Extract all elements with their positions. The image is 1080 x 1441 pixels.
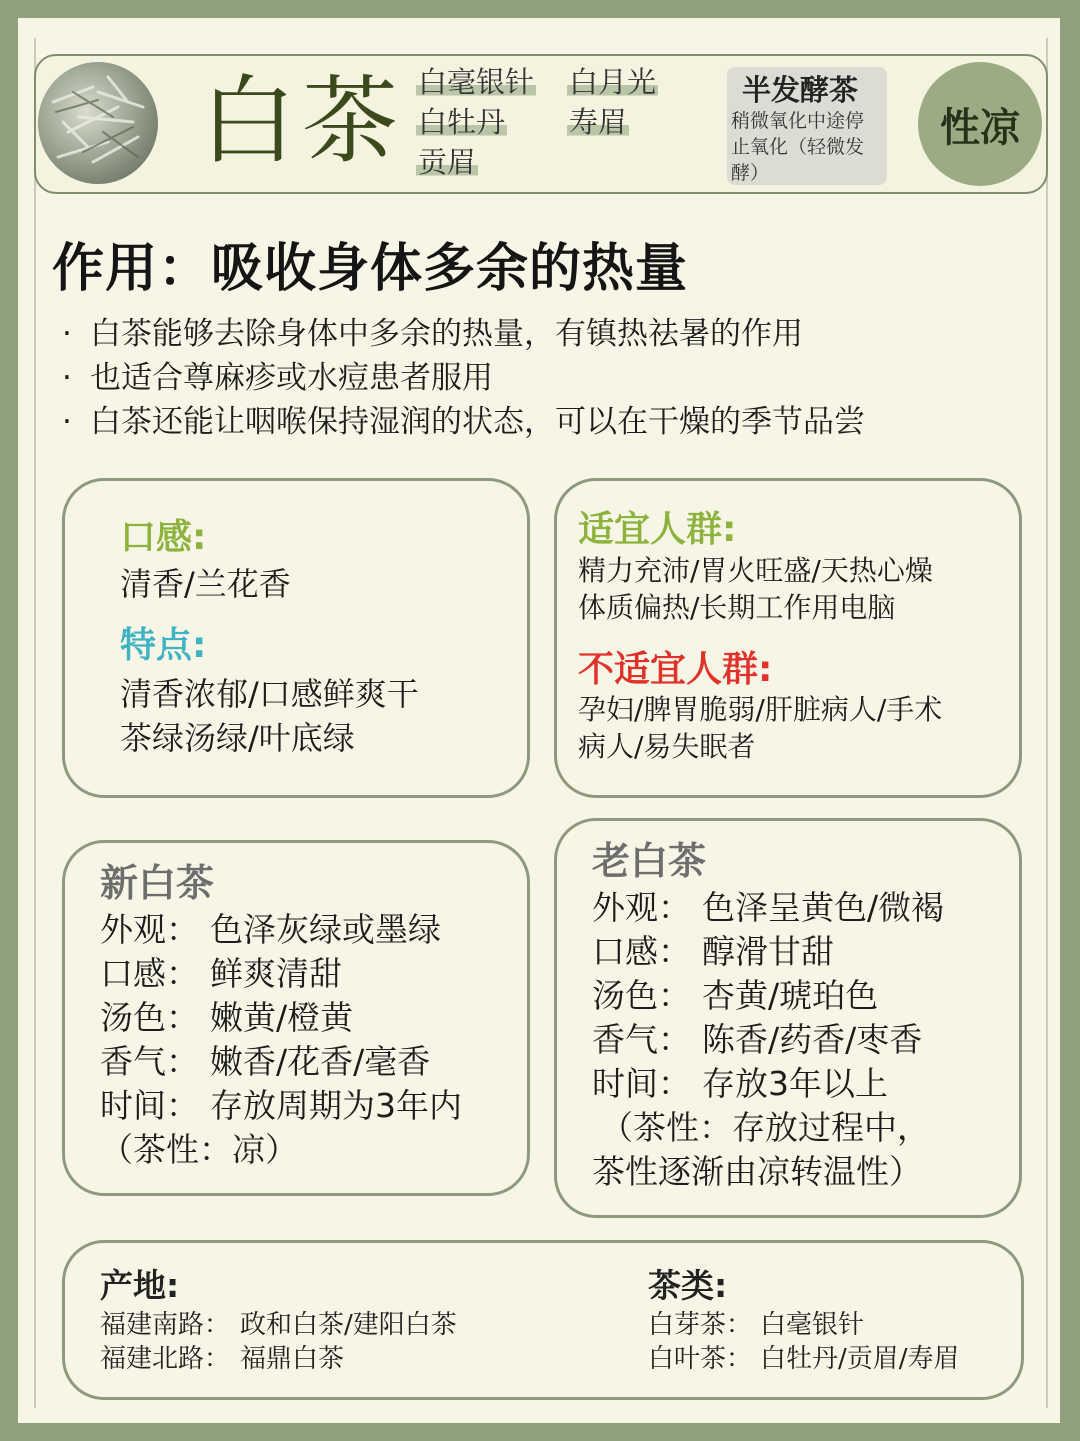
tea-leaf-photo xyxy=(38,62,158,184)
new-tea-item: 口感： 鲜爽清甜 xyxy=(100,954,342,993)
old-tea-note: （茶性：存放过程中， xyxy=(600,1108,930,1147)
effect-bullets xyxy=(62,312,865,444)
origin-row: 福建南路： 政和白茶/建阳白茶 xyxy=(100,1310,457,1340)
new-tea-item: 外观： 色泽灰绿或墨绿 xyxy=(100,910,441,949)
new-tea-item: 汤色： 嫩黄/橙黄 xyxy=(100,998,354,1037)
old-tea-item: 口感： 醇滑甘甜 xyxy=(592,932,834,971)
effect-heading: 作用：吸收身体多余的热量 xyxy=(52,239,689,299)
ferment-title: 半发酵茶 xyxy=(742,73,859,107)
category-row: 白芽茶： 白毫银针 xyxy=(648,1310,865,1340)
origin-label: 产地: xyxy=(100,1266,180,1305)
suitable-line: 精力充沛/胃火旺盛/天热心燥 xyxy=(578,554,933,587)
header-band xyxy=(34,54,1048,194)
variety-item: 寿眉 xyxy=(569,105,628,139)
effect-bullet: · 白茶能够去除身体中多余的热量，有镇热祛暑的作用 xyxy=(62,316,803,352)
suitable-line: 体质偏热/长期工作用电脑 xyxy=(578,591,896,624)
tea-leaves-icon xyxy=(38,62,158,184)
new-tea-item: 时间： 存放周期为3年内 xyxy=(100,1086,462,1125)
feature-label: 特点: xyxy=(120,625,207,666)
old-tea-item: 外观： 色泽呈黄色/微褐 xyxy=(592,888,945,927)
feature-line: 清香浓郁/口感鲜爽干 xyxy=(120,675,419,713)
unsuitable-line: 孕妇/脾胃脆弱/肝脏病人/手术 xyxy=(578,693,943,726)
old-tea-note: 茶性逐渐由凉转温性） xyxy=(592,1152,922,1191)
variety-item: 白月光 xyxy=(569,65,657,99)
new-tea-note: （茶性：凉） xyxy=(100,1130,298,1169)
variety-item: 贡眉 xyxy=(418,145,477,179)
effect-bullet: · 也适合尊麻疹或水痘患者服用 xyxy=(62,360,493,396)
unsuitable-label: 不适宜人群: xyxy=(578,649,773,690)
old-tea-item: 时间： 存放3年以上 xyxy=(592,1064,888,1103)
unsuitable-line: 病人/易失眠者 xyxy=(578,730,756,763)
origin-row: 福建北路： 福鼎白茶 xyxy=(100,1344,345,1374)
variety-item: 白牡丹 xyxy=(418,105,506,139)
category-label: 茶类: xyxy=(648,1266,728,1305)
old-tea-item: 香气： 陈香/药香/枣香 xyxy=(592,1020,923,1059)
variety-item: 白毫银针 xyxy=(418,65,535,99)
page-title: 白茶 xyxy=(200,65,404,177)
taste-label: 口感: xyxy=(120,517,207,558)
ferment-description: 稍微氧化中途停止氧化（轻微发酵） xyxy=(731,110,865,184)
category-row: 白叶茶： 白牡丹/贡眉/寿眉 xyxy=(648,1344,960,1374)
old-tea-title: 老白茶 xyxy=(592,839,707,883)
new-tea-title: 新白茶 xyxy=(100,861,215,905)
taste-value: 清香/兰花香 xyxy=(120,565,291,603)
nature-text: 性凉 xyxy=(940,103,1020,151)
new-tea-item: 香气： 嫩香/花香/毫香 xyxy=(100,1042,431,1081)
old-tea-item: 汤色： 杏黄/琥珀色 xyxy=(592,976,879,1015)
feature-line: 茶绿汤绿/叶底绿 xyxy=(120,719,355,757)
nature-badge xyxy=(918,62,1042,186)
effect-bullet: · 白茶还能让咽喉保持湿润的状态，可以在干燥的季节品尝 xyxy=(62,404,865,440)
suitable-label: 适宜人群: xyxy=(578,509,737,550)
